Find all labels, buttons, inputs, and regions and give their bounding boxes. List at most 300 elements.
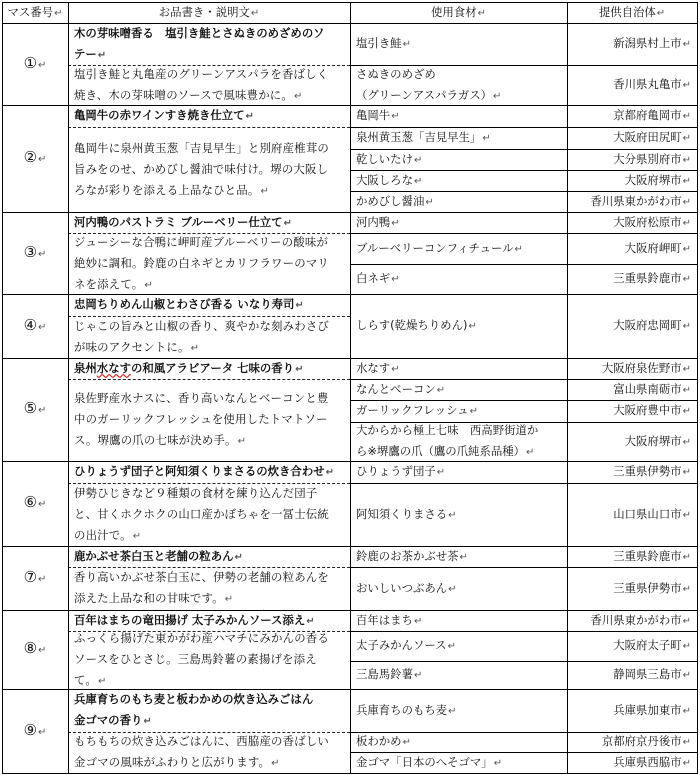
return-mark-icon: ↵ [38, 499, 47, 510]
municipality-line [602, 358, 691, 379]
ingredient-line [356, 732, 411, 752]
ingredient-divider [350, 191, 697, 192]
municipality-line-text: 三重県鈴鹿市 [613, 548, 682, 563]
municipality-line-text: 三重県鈴鹿市 [613, 271, 682, 285]
dish-description-line [74, 85, 328, 106]
ingredient-line-text: 兵庫育ちのもち麦 [356, 702, 448, 717]
dish-description-line-text: 絶妙に調和。鈴鹿の白ネギとカリフラワーのマリ [74, 255, 329, 270]
return-mark-icon: ↵ [38, 59, 47, 71]
ingredient-line [356, 504, 457, 526]
ingredient-line [356, 65, 501, 85]
ingredient [350, 379, 567, 400]
municipality-line [613, 664, 691, 686]
return-mark-icon: ↵ [448, 583, 457, 595]
ingredient-line-text: 鈴鹿のお茶かぶせ茶 [356, 548, 459, 563]
municipality-text [613, 74, 691, 96]
ingredient-text [356, 149, 422, 170]
municipality-text [613, 315, 691, 337]
ingredient-line-text: 百年はまち [356, 612, 413, 627]
dish-title-text [74, 689, 313, 732]
dish-description [68, 233, 350, 294]
return-mark-icon: ↵ [459, 551, 468, 563]
return-mark-icon: ↵ [97, 676, 107, 687]
municipality-line-text: 大阪府豊中市 [613, 403, 682, 417]
return-mark-icon: ↵ [682, 406, 691, 417]
return-mark-icon: ↵ [38, 573, 47, 585]
ingredient-line-text: 水なす [356, 360, 391, 375]
dish-description-line-text: もちもちの炊き込みごはんに、西脇産の香ばしい [74, 734, 329, 748]
municipality [567, 65, 697, 105]
return-mark-icon: ↵ [402, 737, 411, 748]
municipality [567, 358, 697, 379]
ingredient-line-text: 大阪しろな [356, 172, 413, 187]
return-mark-icon: ↵ [682, 154, 691, 166]
title-divider [68, 631, 350, 632]
municipality [567, 461, 697, 483]
return-mark-icon: ↵ [682, 321, 691, 332]
municipality [567, 422, 697, 461]
header-num-line [8, 2, 63, 23]
municipality-line [613, 635, 691, 657]
return-mark-icon: ↵ [477, 7, 486, 19]
municipality [567, 752, 697, 773]
row-number-text [24, 567, 47, 590]
row-number-line [24, 567, 47, 590]
row-number-line [24, 315, 47, 338]
dish-description-line-text: じゃこの旨みと山椒の香り、爽やかな刻みわさび [74, 318, 329, 333]
dish-description-text [74, 65, 328, 105]
ingredient-line-text: 阿知須くりまさる [356, 506, 448, 521]
row-number-line [24, 638, 47, 661]
ingredient-line [356, 752, 502, 773]
dish-description-line-text: 泉佐野産水ナスに、香り高いなんとベーコンと豊 [74, 391, 329, 405]
header-desc [68, 2, 350, 23]
ingredient-text [356, 127, 491, 149]
ingredient-divider [350, 400, 697, 401]
dish-description-line-text: ス。堺鷹の爪の七味が決め手。 [74, 433, 237, 447]
municipality-text [625, 170, 691, 191]
ingredient-divider [350, 631, 697, 632]
ingredient [350, 546, 567, 567]
municipality-text [590, 191, 691, 212]
dish-title [68, 294, 350, 316]
ingredient-line-text: 河内鴨 [356, 214, 391, 229]
ingredient-divider [350, 65, 697, 66]
ingredient-line [356, 546, 468, 567]
return-mark-icon: ↵ [391, 274, 400, 285]
ingredient-line [356, 379, 445, 400]
header-mun-text [599, 2, 665, 23]
dish-description-text [74, 483, 329, 546]
ingredient-text [356, 422, 538, 461]
dish-title-line-text: 河内鴨のパストラミ ブルーベリー仕立て [74, 214, 283, 229]
municipality-line-text: 香川県東かがわ市 [590, 612, 682, 627]
return-mark-icon: ↵ [682, 670, 691, 681]
row-number-text [24, 398, 47, 421]
row-number [2, 461, 68, 546]
ingredient-text [356, 315, 477, 337]
municipality-line [613, 700, 691, 722]
municipality-line-text: 富山県南砺市 [613, 381, 682, 396]
row-number-line-text: ⑨ [23, 720, 38, 739]
dish-title-line-text: 忠岡ちりめん山椒とわさび香る いなり寿司 [74, 297, 295, 311]
title-divider [68, 233, 350, 234]
dish-title [68, 610, 350, 631]
dish-description-line-text: ジューシーな合鴨に岬町産ブルーベリーの酸味が [74, 234, 329, 249]
return-mark-icon: ↵ [682, 384, 691, 396]
ingredient-line [356, 358, 400, 379]
dish-description-line-text: 添えた上品な和の甘味です。 [74, 591, 224, 605]
municipality-line [613, 315, 691, 337]
dish-title-line-text: ひりょうず団子と阿知須くりまさるの炊き合わせ [74, 464, 325, 478]
municipality-line [625, 170, 691, 191]
return-mark-icon: ↵ [413, 670, 423, 681]
municipality [567, 631, 697, 661]
municipality-text [613, 149, 691, 170]
ingredient [350, 732, 567, 752]
ingredient [350, 567, 567, 610]
municipality-line [613, 379, 691, 400]
ingredient-line-text: 大からから極上七味 西高野街道か [356, 423, 539, 437]
municipality [567, 170, 697, 191]
ingredient-divider [350, 661, 697, 662]
return-mark-icon: ↵ [682, 737, 691, 748]
dish-description-line [74, 752, 329, 773]
row-number-line [24, 398, 47, 421]
ingredient [350, 400, 567, 422]
row-number-text [24, 720, 47, 743]
municipality [567, 483, 697, 546]
row-number [2, 23, 68, 105]
municipality-line [613, 149, 691, 170]
ingredient [350, 483, 567, 546]
column-divider [697, 2, 698, 774]
ingredient-divider [350, 422, 697, 423]
dish-description-line [74, 670, 329, 689]
return-mark-icon: ↵ [224, 594, 234, 605]
return-mark-icon: ↵ [283, 217, 292, 229]
return-mark-icon: ↵ [469, 406, 479, 417]
row-number [2, 212, 68, 294]
dish-description-line-text: 香り高いかぶせ茶白玉に、伊勢の老舗の粒あんを [74, 570, 329, 584]
return-mark-icon: ↵ [682, 217, 691, 229]
column-divider [68, 2, 69, 774]
ingredient-text [356, 461, 445, 483]
ingredient-divider [350, 149, 697, 150]
dish-title-text [74, 212, 292, 233]
ingredient-divider [350, 233, 697, 234]
dish-title-line-text: 木の芽味噌香る 塩引き鮭とさぬきのめざめのソ [74, 25, 325, 40]
ingredient [350, 661, 567, 689]
dish-title-text [74, 105, 254, 127]
return-mark-icon: ↵ [447, 641, 456, 652]
municipality [567, 264, 697, 294]
ingredient [350, 105, 567, 127]
dish-description-line-text: て。 [74, 673, 97, 687]
dish-description-line [74, 180, 329, 202]
return-mark-icon: ↵ [143, 716, 152, 727]
dish-description-text [74, 316, 329, 358]
municipality [567, 400, 697, 422]
ingredient-line-text: 三島馬鈴薯 [356, 667, 413, 681]
municipality-line-text: 京都府京丹後市 [601, 734, 682, 748]
municipality-line [625, 238, 691, 260]
municipality-line [613, 105, 691, 127]
ingredient [350, 689, 567, 732]
header-mun-line [599, 2, 665, 23]
ingredient-line-text: 太子みかんソース [356, 638, 447, 652]
municipality-text [590, 610, 691, 631]
return-mark-icon: ↵ [234, 551, 243, 563]
row-number-line-text: ⑦ [23, 567, 38, 586]
ingredient [350, 212, 567, 233]
header-mun [567, 2, 697, 23]
return-mark-icon: ↵ [38, 248, 47, 260]
ingredient-text [356, 635, 456, 657]
return-mark-icon: ↵ [271, 758, 280, 769]
ingredient-divider [350, 752, 697, 753]
return-mark-icon: ↵ [38, 645, 47, 656]
ingredient [350, 358, 567, 379]
ingredient-line [356, 85, 501, 106]
return-mark-icon: ↵ [682, 196, 691, 208]
municipality-text [613, 664, 691, 686]
dish-description-line-text: の出汁で。 [74, 527, 132, 542]
return-mark-icon: ↵ [38, 726, 47, 738]
header-desc-line-text: お品書き・説明文 [158, 4, 250, 19]
municipality-text [613, 379, 691, 400]
ingredient-line-text: さぬきのめざめ [356, 66, 436, 81]
dish-description [68, 483, 350, 546]
dish-description [68, 127, 350, 212]
return-mark-icon: ↵ [493, 90, 502, 102]
municipality-line-text: 山口県山口市 [613, 506, 682, 521]
return-mark-icon: ↵ [656, 7, 666, 19]
row-number-line-text: ⑤ [23, 399, 38, 417]
dish-title-line [74, 461, 334, 483]
dish-description-line [74, 316, 329, 337]
municipality-text [613, 752, 691, 773]
municipality-line-text: 香川県丸亀市 [613, 77, 682, 91]
dish-title [68, 105, 350, 127]
row-number-text [24, 492, 47, 515]
title-divider [68, 127, 350, 128]
dish-description-line-text: ソースをひとさじ。三島馬鈴薯の素揚げを添え [74, 652, 317, 666]
row-number-text [24, 242, 47, 265]
return-mark-icon: ↵ [295, 363, 304, 375]
ingredient-divider [350, 483, 697, 484]
ingredient-line-text: 板わかめ [356, 734, 402, 748]
ingredient-divider [350, 379, 697, 380]
dish-description [68, 379, 350, 461]
ingredient [350, 752, 567, 773]
dish-description-line [74, 253, 329, 274]
dish-title-line [74, 689, 313, 710]
dish-description-line-text: と、甘くホクホクの山口産かぼちゃを一冨士伝統 [74, 506, 329, 521]
return-mark-icon: ↵ [514, 243, 523, 255]
dish-description [68, 631, 350, 689]
ingredient-text [356, 238, 523, 260]
ingredient-divider [350, 567, 697, 568]
ingredient-line [356, 578, 457, 600]
ingredient-line-text: 泉州黄玉葱「吉見早生」 [356, 130, 482, 144]
ingredient-line [356, 105, 400, 127]
dish-title-line-text: 百年はまちの竜田揚げ 太子みかんソース添え [74, 612, 306, 627]
return-mark-icon: ↵ [682, 509, 691, 521]
dish-title-line [74, 105, 254, 127]
return-mark-icon: ↵ [682, 175, 691, 187]
dish-description-text [74, 732, 329, 773]
ingredient [350, 170, 567, 191]
dish-description-line-text: ろなが彩りを添える上品なひと品。 [74, 182, 260, 197]
ingredient [350, 461, 567, 483]
header-mun-line-text: 提供自治体 [598, 4, 656, 19]
ingredient-text [356, 752, 502, 773]
ingredient-line-text: ガーリックフレッシュ [356, 403, 469, 417]
municipality-line-text: 大阪府岬町 [624, 240, 682, 255]
return-mark-icon: ↵ [413, 615, 423, 627]
row-number [2, 358, 68, 461]
ingredient-line-text: なんとベーコン [356, 381, 436, 396]
ingredient-line-text: 乾しいたけ [356, 151, 413, 166]
ingredient [350, 610, 567, 631]
column-divider [567, 2, 568, 774]
ingredient-line [356, 268, 400, 290]
return-mark-icon: ↵ [448, 509, 457, 521]
dish-description [68, 567, 350, 610]
ingredient-line [356, 400, 478, 422]
municipality-line-text: 大阪府泉佐野市 [601, 360, 682, 375]
dish-title-text [74, 294, 304, 316]
ingredient-line-text: ら※堺鷹の爪（鷹の爪純系品種） [356, 444, 526, 458]
dish-title-line [74, 546, 243, 567]
municipality-line-text: 大阪府堺市 [624, 433, 682, 448]
ingredient-text [356, 65, 501, 105]
dish-title-line [74, 23, 324, 44]
dish-description-line [74, 483, 329, 504]
return-mark-icon: ↵ [682, 274, 691, 285]
header-ing-line [431, 2, 486, 23]
header-desc-line [159, 2, 260, 23]
dish-description-text [74, 233, 329, 294]
return-mark-icon: ↵ [38, 154, 47, 165]
dish-title-line [74, 610, 315, 631]
municipality-line-text: 兵庫県加東市 [613, 702, 682, 717]
ingredient [350, 23, 567, 65]
municipality [567, 23, 697, 65]
title-divider [68, 316, 350, 317]
ingredient [350, 264, 567, 294]
dish-description-line [74, 159, 329, 180]
return-mark-icon: ↵ [526, 447, 535, 458]
ingredient-text [356, 191, 434, 212]
dish-description-line [74, 65, 328, 85]
municipality-text [613, 268, 691, 290]
ingredient-line-text: おいしいつぶあん [356, 580, 448, 595]
dish-title-line [74, 44, 324, 66]
return-mark-icon: ↵ [260, 185, 270, 197]
dish-description-line-text: ネを添えて。 [74, 276, 144, 291]
dish-title-line-text: 亀岡牛の赤ワインすき焼き仕立て [74, 108, 245, 122]
municipality [567, 546, 697, 567]
header-desc-text [159, 2, 260, 23]
dish-title-text [74, 610, 315, 631]
dish-description-line-text: 塩引き鮭と丸亀産のグリーンアスパラを香ばしく [74, 66, 329, 81]
municipality-line-text: 京都府亀岡市 [613, 108, 682, 122]
municipality-text [613, 546, 691, 567]
return-mark-icon: ↵ [682, 243, 691, 255]
return-mark-icon: ↵ [682, 467, 691, 478]
dish-description-line [74, 732, 329, 752]
ingredient [350, 65, 567, 105]
column-divider [350, 2, 351, 774]
ingredient-line [356, 700, 457, 722]
return-mark-icon: ↵ [190, 342, 200, 354]
return-mark-icon: ↵ [391, 363, 400, 375]
dish-description-line-text: 金ゴマの風味がふわりと広がります。 [74, 755, 271, 769]
ingredient-line-text: ひりょうず団子 [356, 464, 436, 478]
municipality-text [602, 358, 691, 379]
municipality-text [613, 400, 691, 422]
ingredient-text [356, 700, 457, 722]
municipality-text [625, 238, 691, 260]
row-number-line [24, 242, 47, 265]
dish-title-line-text: 鹿かぶせ茶白玉と老舗の粒あん [74, 548, 234, 563]
dish-title-line [74, 710, 313, 732]
dish-description-line [74, 430, 329, 452]
return-mark-icon: ↵ [306, 615, 315, 627]
ingredient-line-text: 金ゴマ「日本のへそゴマ」 [356, 754, 493, 769]
return-mark-icon: ↵ [682, 80, 691, 91]
ingredient-text [356, 664, 422, 686]
municipality [567, 379, 697, 400]
dish-title-text [74, 461, 334, 483]
municipality-line [613, 74, 691, 96]
municipality-line [613, 268, 691, 290]
return-mark-icon: ↵ [682, 111, 691, 122]
dish-description-text [74, 631, 329, 689]
dish-description-line [74, 504, 329, 525]
return-mark-icon: ↵ [682, 757, 691, 769]
return-mark-icon: ↵ [468, 321, 477, 332]
municipality [567, 212, 697, 233]
return-mark-icon: ↵ [413, 175, 423, 187]
return-mark-icon: ↵ [682, 133, 691, 144]
return-mark-icon: ↵ [682, 583, 691, 595]
municipality [567, 105, 697, 127]
row-number-text [24, 638, 47, 661]
ingredient-text [356, 105, 400, 127]
title-divider [68, 483, 350, 484]
dish-title [68, 461, 350, 483]
municipality-text [613, 635, 691, 657]
ingredient [350, 294, 567, 358]
dish-description-line [74, 567, 329, 588]
municipality-line [613, 127, 691, 149]
dish-description-line-text: 中のガーリックフレッシュを使用したトマトソー [74, 412, 328, 426]
title-divider [68, 732, 350, 733]
municipality-line-text: 大分県別府市 [613, 151, 682, 166]
row-number-line [24, 492, 47, 515]
dish-description-text [74, 567, 329, 610]
municipality-text [613, 212, 691, 233]
municipality-text [613, 127, 691, 149]
municipality-line [602, 732, 691, 752]
return-mark-icon: ↵ [436, 467, 446, 478]
municipality [567, 294, 697, 358]
municipality-line-text: 新潟県村上市 [613, 36, 682, 50]
return-mark-icon: ↵ [493, 757, 503, 769]
